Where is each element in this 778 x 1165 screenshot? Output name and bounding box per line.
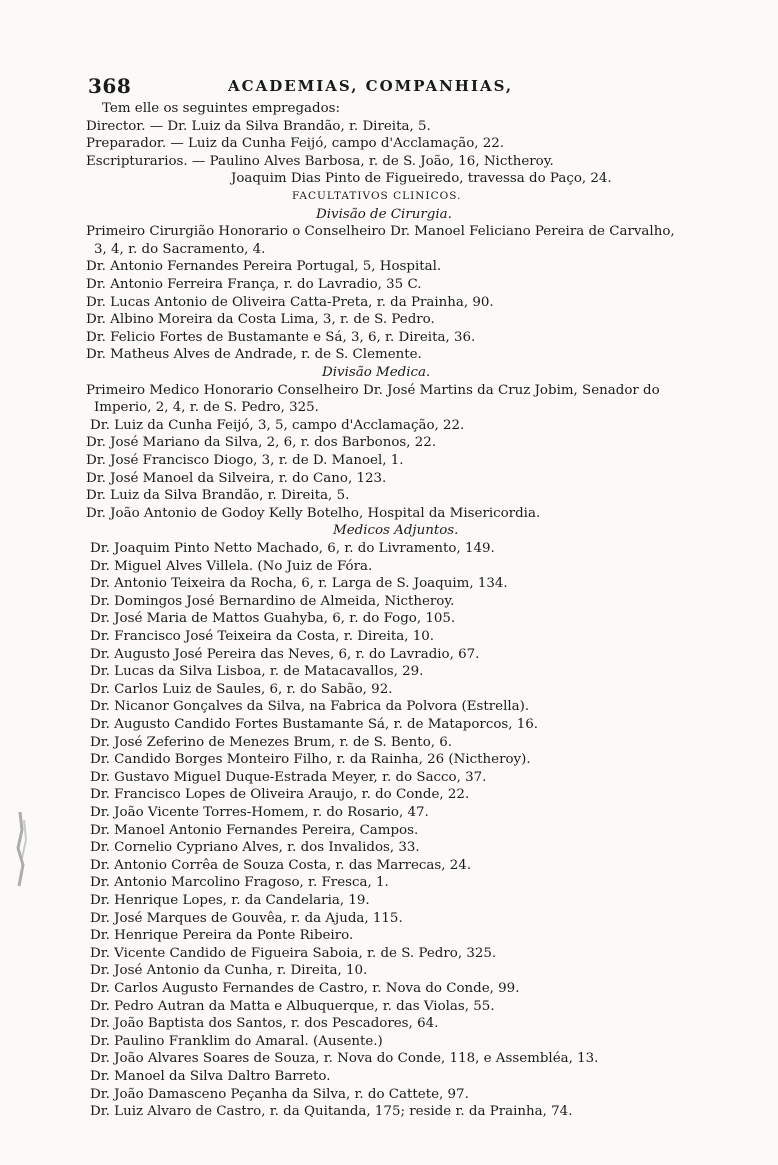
text-line: Dr. Luiz da Cunha Feijó, 3, 5, campo d'Acclamação, 22.	[90, 417, 465, 433]
text-line: Dr. José Mariano da Silva, 2, 6, r. dos Barbonos, 22.	[86, 435, 437, 451]
text-line: Dr. João Antonio de Godoy Kelly Botelho, Hospital da Misericordia.	[86, 505, 541, 521]
text-line: Dr. Albino Moreira da Costa Lima, 3, r. de S. Pedro.	[86, 312, 435, 328]
text-line: Dr. José Maria de Mattos Guahyba, 6, r. do Fogo, 105.	[90, 611, 456, 627]
text-line: Dr. Augusto Candido Fortes Bustamante Sá, r. de Mataporcos, 16.	[90, 717, 539, 732]
text-line: Dr. José Antonio da Cunha, r. Direita, 10.	[90, 963, 368, 979]
text-line: Dr. João Vicente Torres-Homem, r. do Rosario, 47.	[90, 805, 429, 820]
section-heading: Medicos Adjuntos.	[333, 523, 459, 539]
text-line: Dr. Nicanor Gonçalves da Silva, na Fabrica da Polvora (Estrella).	[90, 699, 530, 715]
text-line: Dr. Antonio Marcolino Fragoso, r. Fresca, 1.	[90, 875, 389, 891]
text-line: Dr. Henrique Lopes, r. da Candelaria, 19.	[90, 893, 370, 908]
text-line: Dr. Gustavo Miguel Duque-Estrada Meyer, r. do Sacco, 37.	[90, 769, 487, 785]
text-line: Dr. Henrique Pereira da Ponte Ribeiro.	[90, 928, 354, 944]
text-line: Dr. Joaquim Pinto Netto Machado, 6, r. do Livramento, 149.	[90, 541, 495, 556]
text-line: Dr. João Alvares Soares de Souza, r. Nova do Conde, 118, e Assembléa, 13.	[90, 1051, 599, 1067]
text-line: Dr. Cornelio Cypriano Alves, r. dos Invalidos, 33.	[90, 840, 420, 856]
running-title: ACADEMIAS, COMPANHIAS,	[228, 77, 514, 95]
text-line: Joaquim Dias Pinto de Figueiredo, travessa do Paço, 24.	[231, 171, 612, 187]
text-line: Dr. José Manoel da Silveira, r. do Cano, 123.	[86, 470, 387, 486]
section-heading: Divisão de Cirurgia.	[316, 206, 452, 222]
text-line: Dr. José Francisco Diogo, 3, r. de D. Manoel, 1.	[86, 453, 404, 468]
text-line: Dr. Francisco José Teixeira da Costa, r. Direita, 10.	[90, 629, 435, 644]
text-line: Tem elle os seguintes empregados:	[102, 101, 341, 116]
text-line: Dr. Felicio Fortes de Bustamante e Sá, 3, 6, r. Direita, 36.	[86, 329, 476, 345]
margin-stain-mark	[8, 810, 34, 890]
text-line: 3, 4, r. do Sacramento, 4.	[94, 241, 266, 257]
text-line: Dr. Miguel Alves Villela. (No Juiz de Fóra.	[90, 558, 373, 574]
text-line: Dr. Carlos Augusto Fernandes de Castro, r. Nova do Conde, 99.	[90, 981, 520, 996]
text-line: Primeiro Medico Honorario Conselheiro Dr. José Martins da Cruz Jobim, Senador do	[86, 382, 660, 398]
text-line: Dr. Manoel da Silva Daltro Barreto.	[90, 1069, 331, 1084]
text-line: Primeiro Cirurgião Honorario o Conselheiro Dr. Manoel Feliciano Pereira de Carvalho,	[86, 224, 675, 240]
text-line: Dr. José Zeferino de Menezes Brum, r. de S. Bento, 6.	[90, 734, 453, 750]
text-line: Imperio, 2, 4, r. de S. Pedro, 325.	[94, 400, 319, 416]
text-line: Dr. Manoel Antonio Fernandes Pereira, Campos.	[90, 822, 419, 838]
text-line: Preparador. — Luiz da Cunha Feijó, campo d'Acclamação, 22.	[86, 136, 505, 152]
text-line: Director. — Dr. Luiz da Silva Brandão, r. Direita, 5.	[86, 118, 431, 134]
text-line: Dr. Antonio Ferreira França, r. do Lavradio, 35 C.	[86, 277, 422, 292]
text-line: Dr. Luiz Alvaro de Castro, r. da Quitanda, 175; reside r. da Prainha, 74.	[90, 1104, 573, 1120]
page-number: 368	[88, 74, 132, 98]
text-line: Dr. Lucas da Silva Lisboa, r. de Matacavallos, 29.	[90, 664, 424, 680]
text-line: Dr. Matheus Alves de Andrade, r. de S. Clemente.	[86, 347, 422, 363]
text-line: Dr. Domingos José Bernardino de Almeida, Nictheroy.	[90, 593, 455, 609]
text-line: Escripturarios. — Paulino Alves Barbosa, r. de S. João, 16, Nictheroy.	[86, 153, 554, 169]
text-line: Dr. Vicente Candido de Figueira Saboia, r. de S. Pedro, 325.	[90, 945, 497, 961]
section-heading: Divisão Medica.	[322, 365, 431, 380]
text-line: Dr. Antonio Teixeira da Rocha, 6, r. Larga de S. Joaquim, 134.	[90, 576, 508, 592]
text-line: Dr. Antonio Fernandes Pereira Portugal, 5, Hospital.	[86, 259, 442, 275]
text-line: Dr. João Damasceno Peçanha da Silva, r. do Cattete, 97.	[90, 1086, 469, 1102]
section-heading: FACULTATIVOS CLINICOS.	[292, 190, 462, 202]
text-line: Dr. José Marques de Gouvêa, r. da Ajuda, 115.	[90, 910, 403, 926]
text-line: Dr. Lucas Antonio de Oliveira Catta-Preta, r. da Prainha, 90.	[86, 294, 494, 310]
text-line: Dr. Augusto José Pereira das Neves, 6, r. do Lavradio, 67.	[90, 646, 480, 662]
text-line: Dr. Antonio Corrêa de Souza Costa, r. das Marrecas, 24.	[90, 857, 472, 873]
page-header	[88, 74, 688, 98]
text-line: Dr. Pedro Autran da Matta e Albuquerque, r. das Violas, 55.	[90, 998, 495, 1014]
text-line: Dr. Carlos Luiz de Saules, 6, r. do Sabão, 92.	[90, 681, 393, 697]
text-line: Dr. Luiz da Silva Brandão, r. Direita, 5.	[86, 488, 350, 504]
text-line: Dr. Candido Borges Monteiro Filho, r. da Rainha, 26 (Nictheroy).	[90, 752, 531, 768]
text-line: Dr. Francisco Lopes de Oliveira Araujo, r. do Conde, 22.	[90, 787, 470, 803]
text-line: Dr. Paulino Franklim do Amaral. (Ausente.)	[90, 1033, 383, 1049]
text-line: Dr. João Baptista dos Santos, r. dos Pescadores, 64.	[90, 1016, 439, 1032]
